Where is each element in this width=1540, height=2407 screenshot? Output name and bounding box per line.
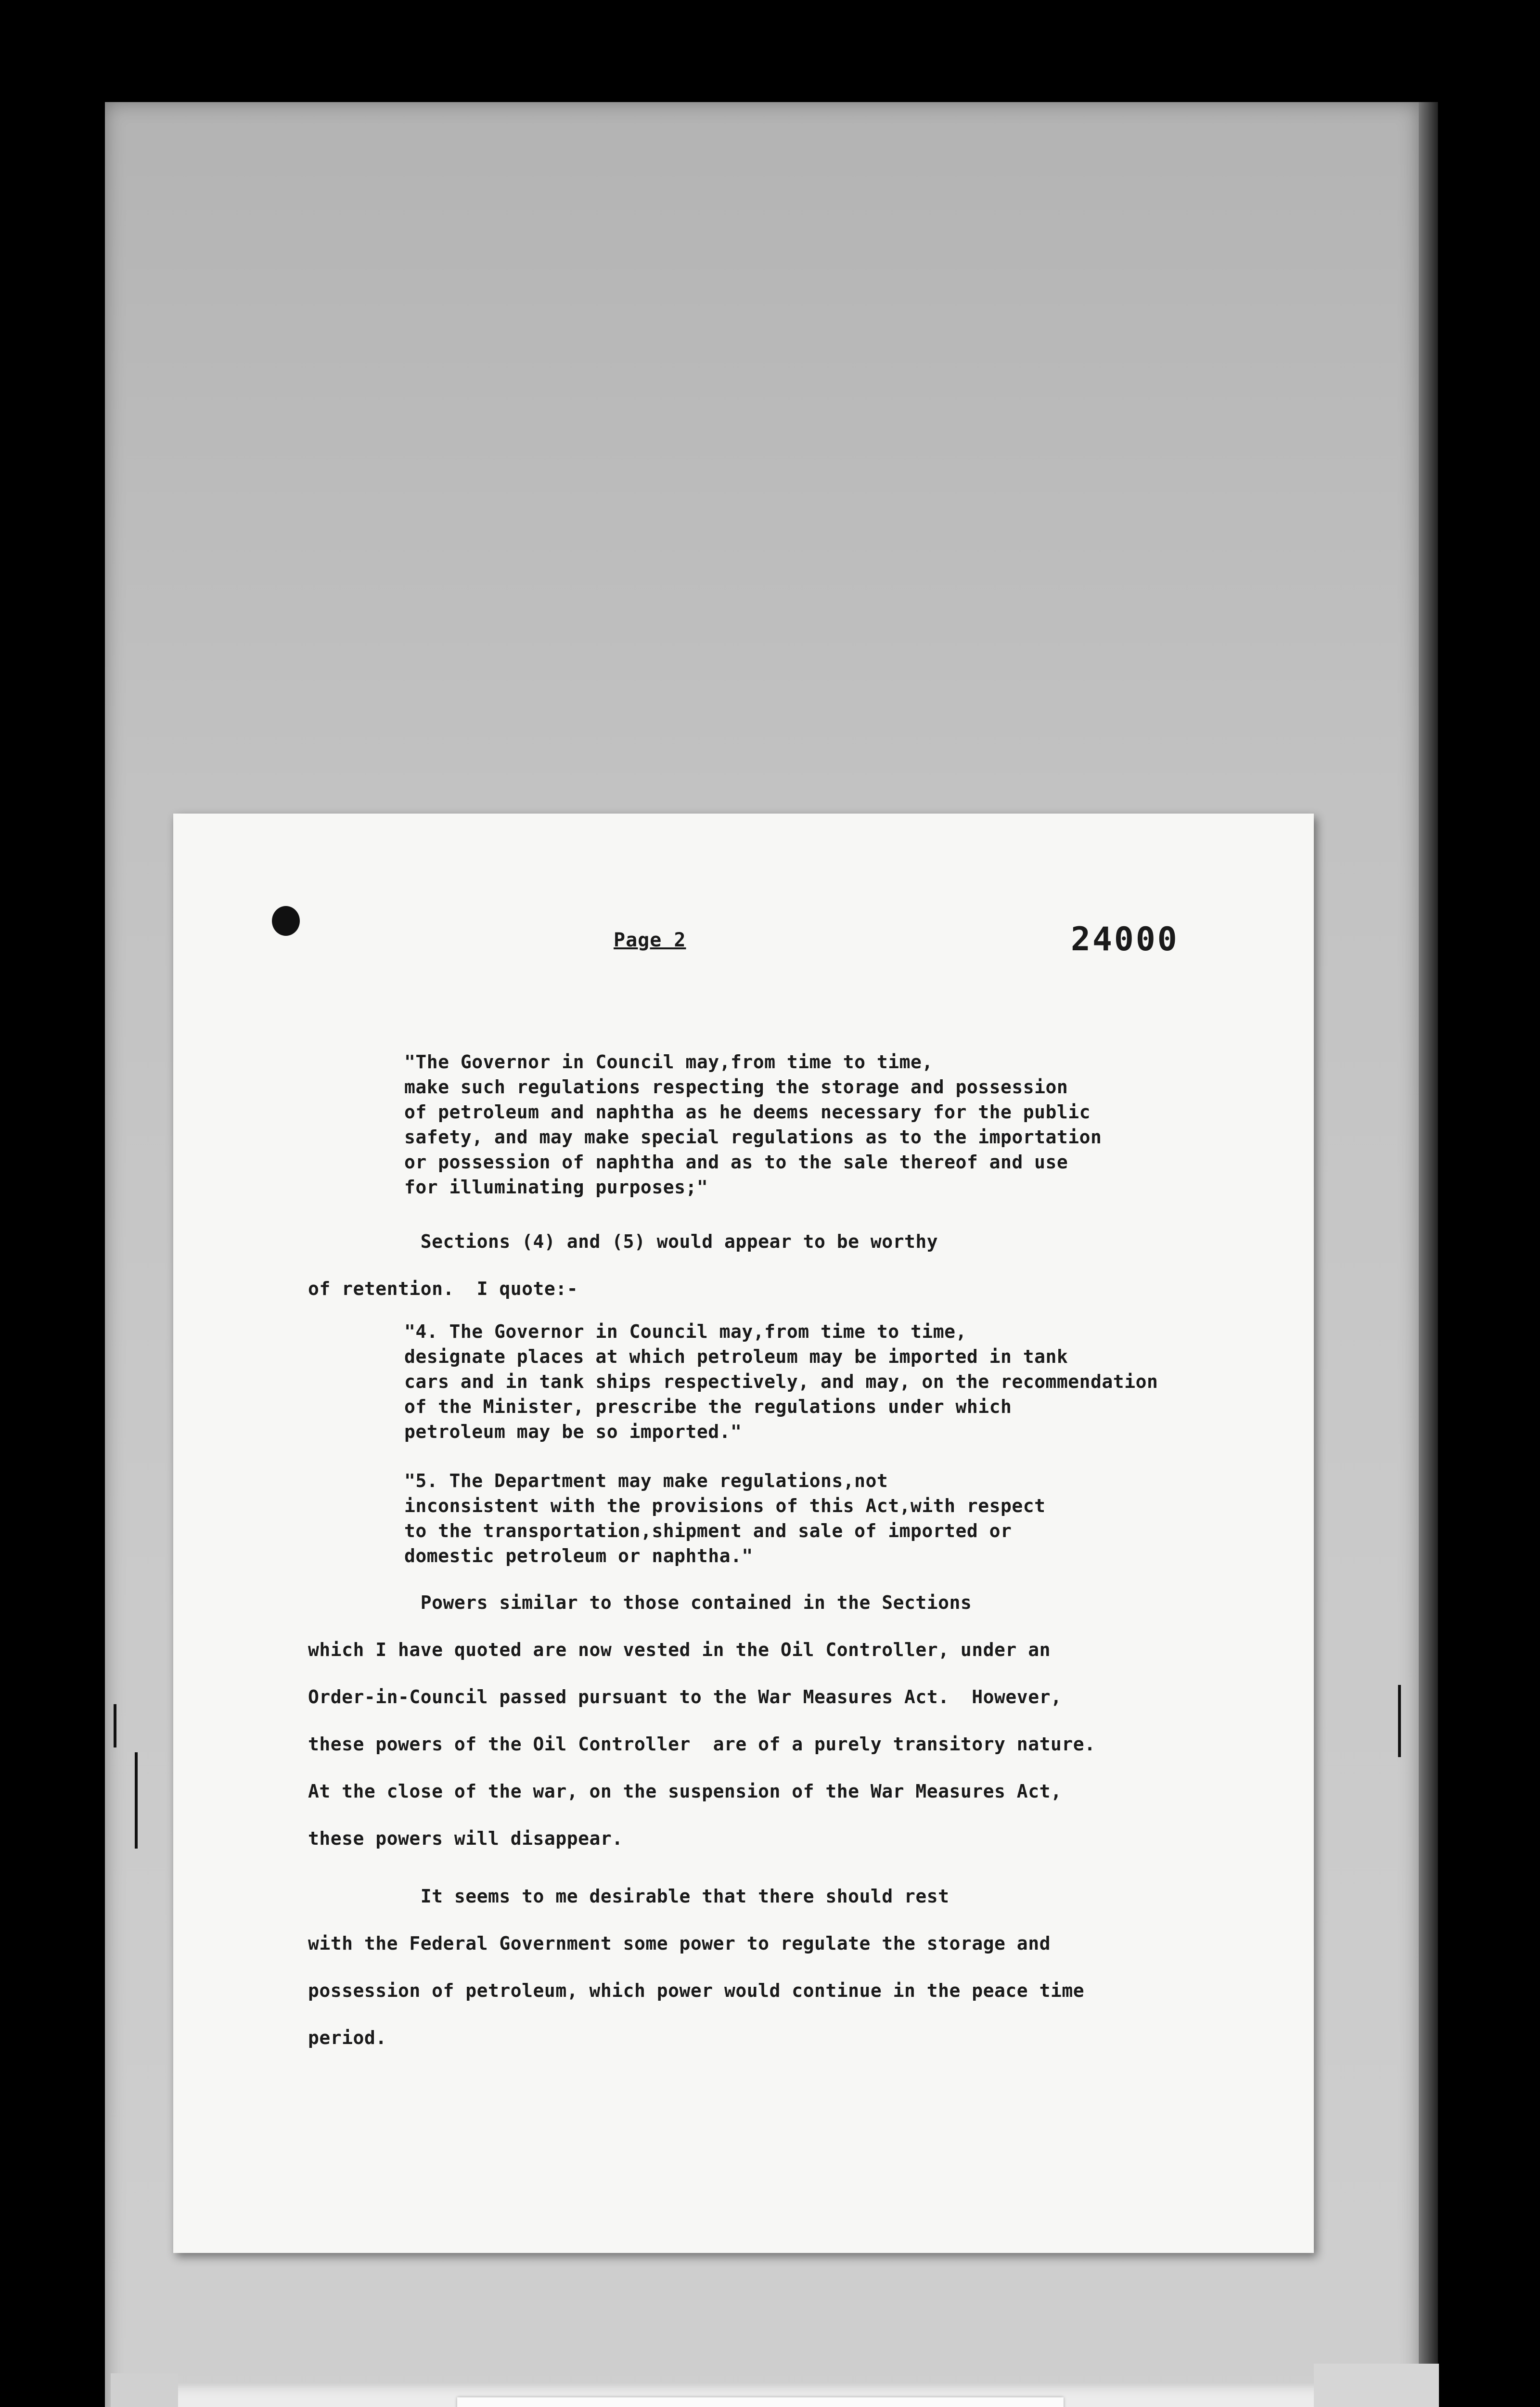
quote-governor-in-council: "The Governor in Council may,from time to time, make such regulations respecting the storage and possession of petroleum and naphtha as he deems necessary for the public safety, and may make special regulations as to the importation or possession of naphtha and as to the sale thereof and use for illuminating purposes;" [404,1051,1102,1198]
quote-section-4: "4. The Governor in Council may,from time to time, designate places at which petroleum may be imported in tank cars and in tank ships respectively, and may, on the recommendation of the Minister, prescribe the regulations under which petroleum may be so imported." [404,1321,1158,1442]
paragraph-federal-government: It seems to me desirable that there should rest with the Federal Government some power to regulate the storage and possession of petroleum, which power would continue in the peace time period. [308,1886,1085,2048]
mount-fold [1419,102,1438,2407]
punch-hole [272,906,300,936]
paragraph-oil-controller: Powers similar to those contained in the Sections which I have quoted are now vested in the Oil Controller, under an Order-in-Council passed pursuant to the War Measures Act. However, these powers of the Oil Controller are of a purely transitory nature. At the close of the war, on the suspension of the War Measures Act, these powers will disappear. [308,1592,1096,1849]
edge-mark [1398,1685,1401,1757]
edge-mark [135,1752,138,1849]
stamp-edge-left [111,2373,178,2407]
page-number: 24000 [1071,920,1179,958]
collection-label [457,2397,1064,2407]
stamp-edge-right [1314,2364,1439,2407]
quote-section-5: "5. The Department may make regulations,not inconsistent with the provisions of this Act,with respect to the transportation,shipment and sale of imported or domestic petroleum or naphtha." [404,1470,1046,1566]
page-label: Page 2 [614,929,686,951]
archive-stamp-card [120,2383,1396,2407]
typed-page [173,814,1314,2253]
edge-mark [114,1704,116,1747]
paragraph-sections-4-5: Sections (4) and (5) would appear to be worthy of retention. I quote:- [308,1231,938,1299]
